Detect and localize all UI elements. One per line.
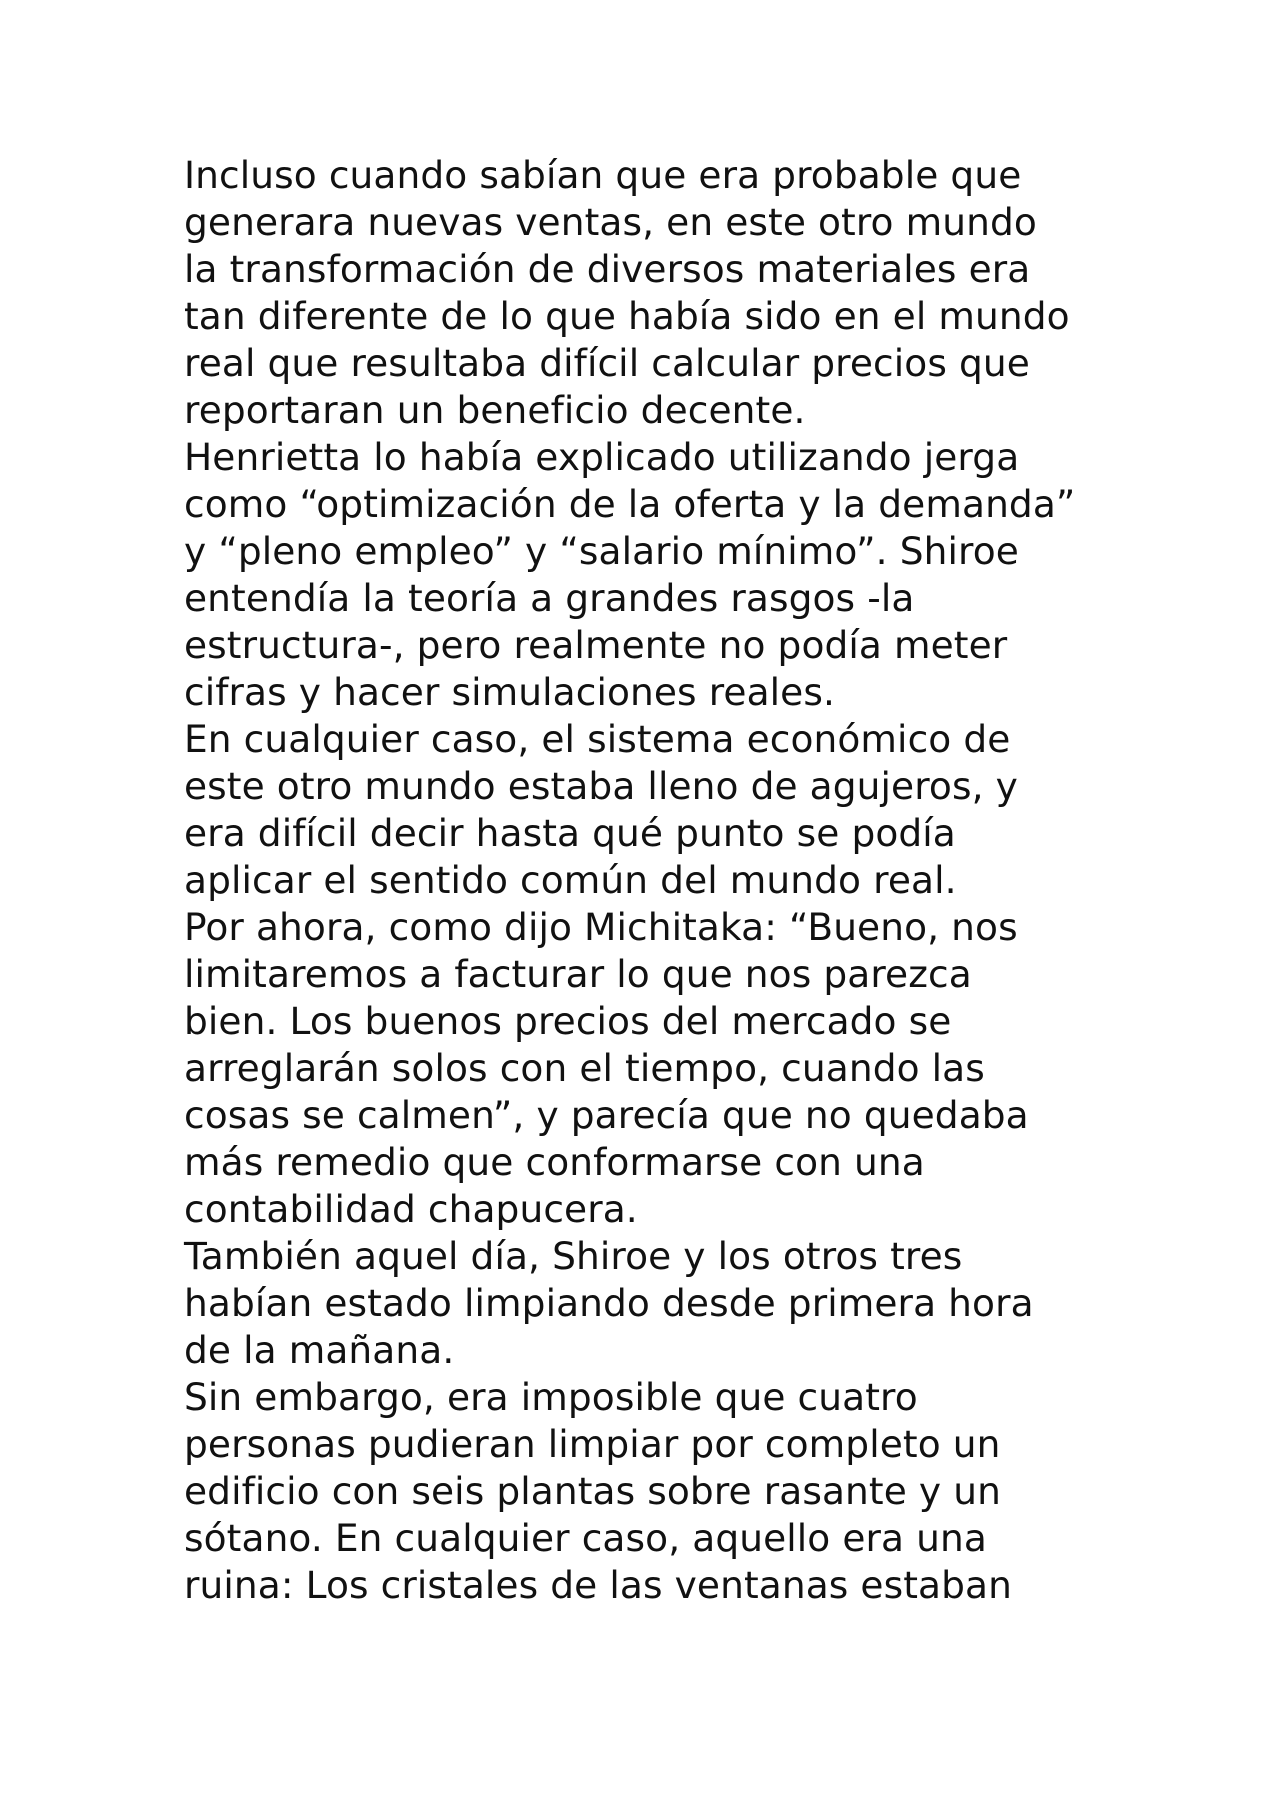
text-line: real que resultaba difícil calcular precios que <box>184 341 1030 385</box>
text-line: entendía la teoría a grandes rasgos -la <box>184 576 915 620</box>
text-line: arreglarán solos con el tiempo, cuando las <box>184 1046 985 1090</box>
text-line: como “optimización de la oferta y la demanda” <box>184 482 1076 526</box>
text-line: También aquel día, Shiroe y los otros tres <box>184 1234 963 1278</box>
text-line: contabilidad chapucera. <box>184 1187 638 1231</box>
text-line: habían estado limpiando desde primera hora <box>184 1281 1034 1325</box>
text-line: cosas se calmen”, y parecía que no quedaba <box>184 1093 1029 1137</box>
text-line: cifras y hacer simulaciones reales. <box>184 670 835 714</box>
text-line: Sin embargo, era imposible que cuatro <box>184 1375 918 1419</box>
text-line: era difícil decir hasta qué punto se podía <box>184 811 956 855</box>
text-line: En cualquier caso, el sistema económico de <box>184 717 1011 761</box>
text-line: personas pudieran limpiar por completo un <box>184 1422 1001 1466</box>
text-line: este otro mundo estaba lleno de agujeros, y <box>184 764 1018 808</box>
text-line: aplicar el sentido común del mundo real. <box>184 858 957 902</box>
text-line: más remedio que conformarse con una <box>184 1140 925 1184</box>
text-line: y “pleno empleo” y “salario mínimo”. Shiroe <box>184 529 1019 573</box>
text-line: de la mañana. <box>184 1328 455 1372</box>
text-line: generara nuevas ventas, en este otro mundo <box>184 200 1037 244</box>
text-line: reportaran un beneficio decente. <box>184 388 806 432</box>
text-line: estructura-, pero realmente no podía meter <box>184 623 1008 667</box>
text-line: tan diferente de lo que había sido en el mundo <box>184 294 1070 338</box>
text-line: bien. Los buenos precios del mercado se <box>184 999 952 1043</box>
text-line: Incluso cuando sabían que era probable que <box>184 153 1022 197</box>
text-line: Henrietta lo había explicado utilizando jerga <box>184 435 1020 479</box>
text-line: limitaremos a facturar lo que nos parezca <box>184 952 972 996</box>
text-line: Por ahora, como dijo Michitaka: “Bueno, nos <box>184 905 1018 949</box>
text-line: ruina: Los cristales de las ventanas estaban <box>184 1563 1012 1607</box>
text-line: edificio con seis plantas sobre rasante y un <box>184 1469 1001 1513</box>
text-line: sótano. En cualquier caso, aquello era una <box>184 1516 987 1560</box>
body-text <box>184 152 1184 1609</box>
text-line: la transformación de diversos materiales era <box>184 247 1031 291</box>
